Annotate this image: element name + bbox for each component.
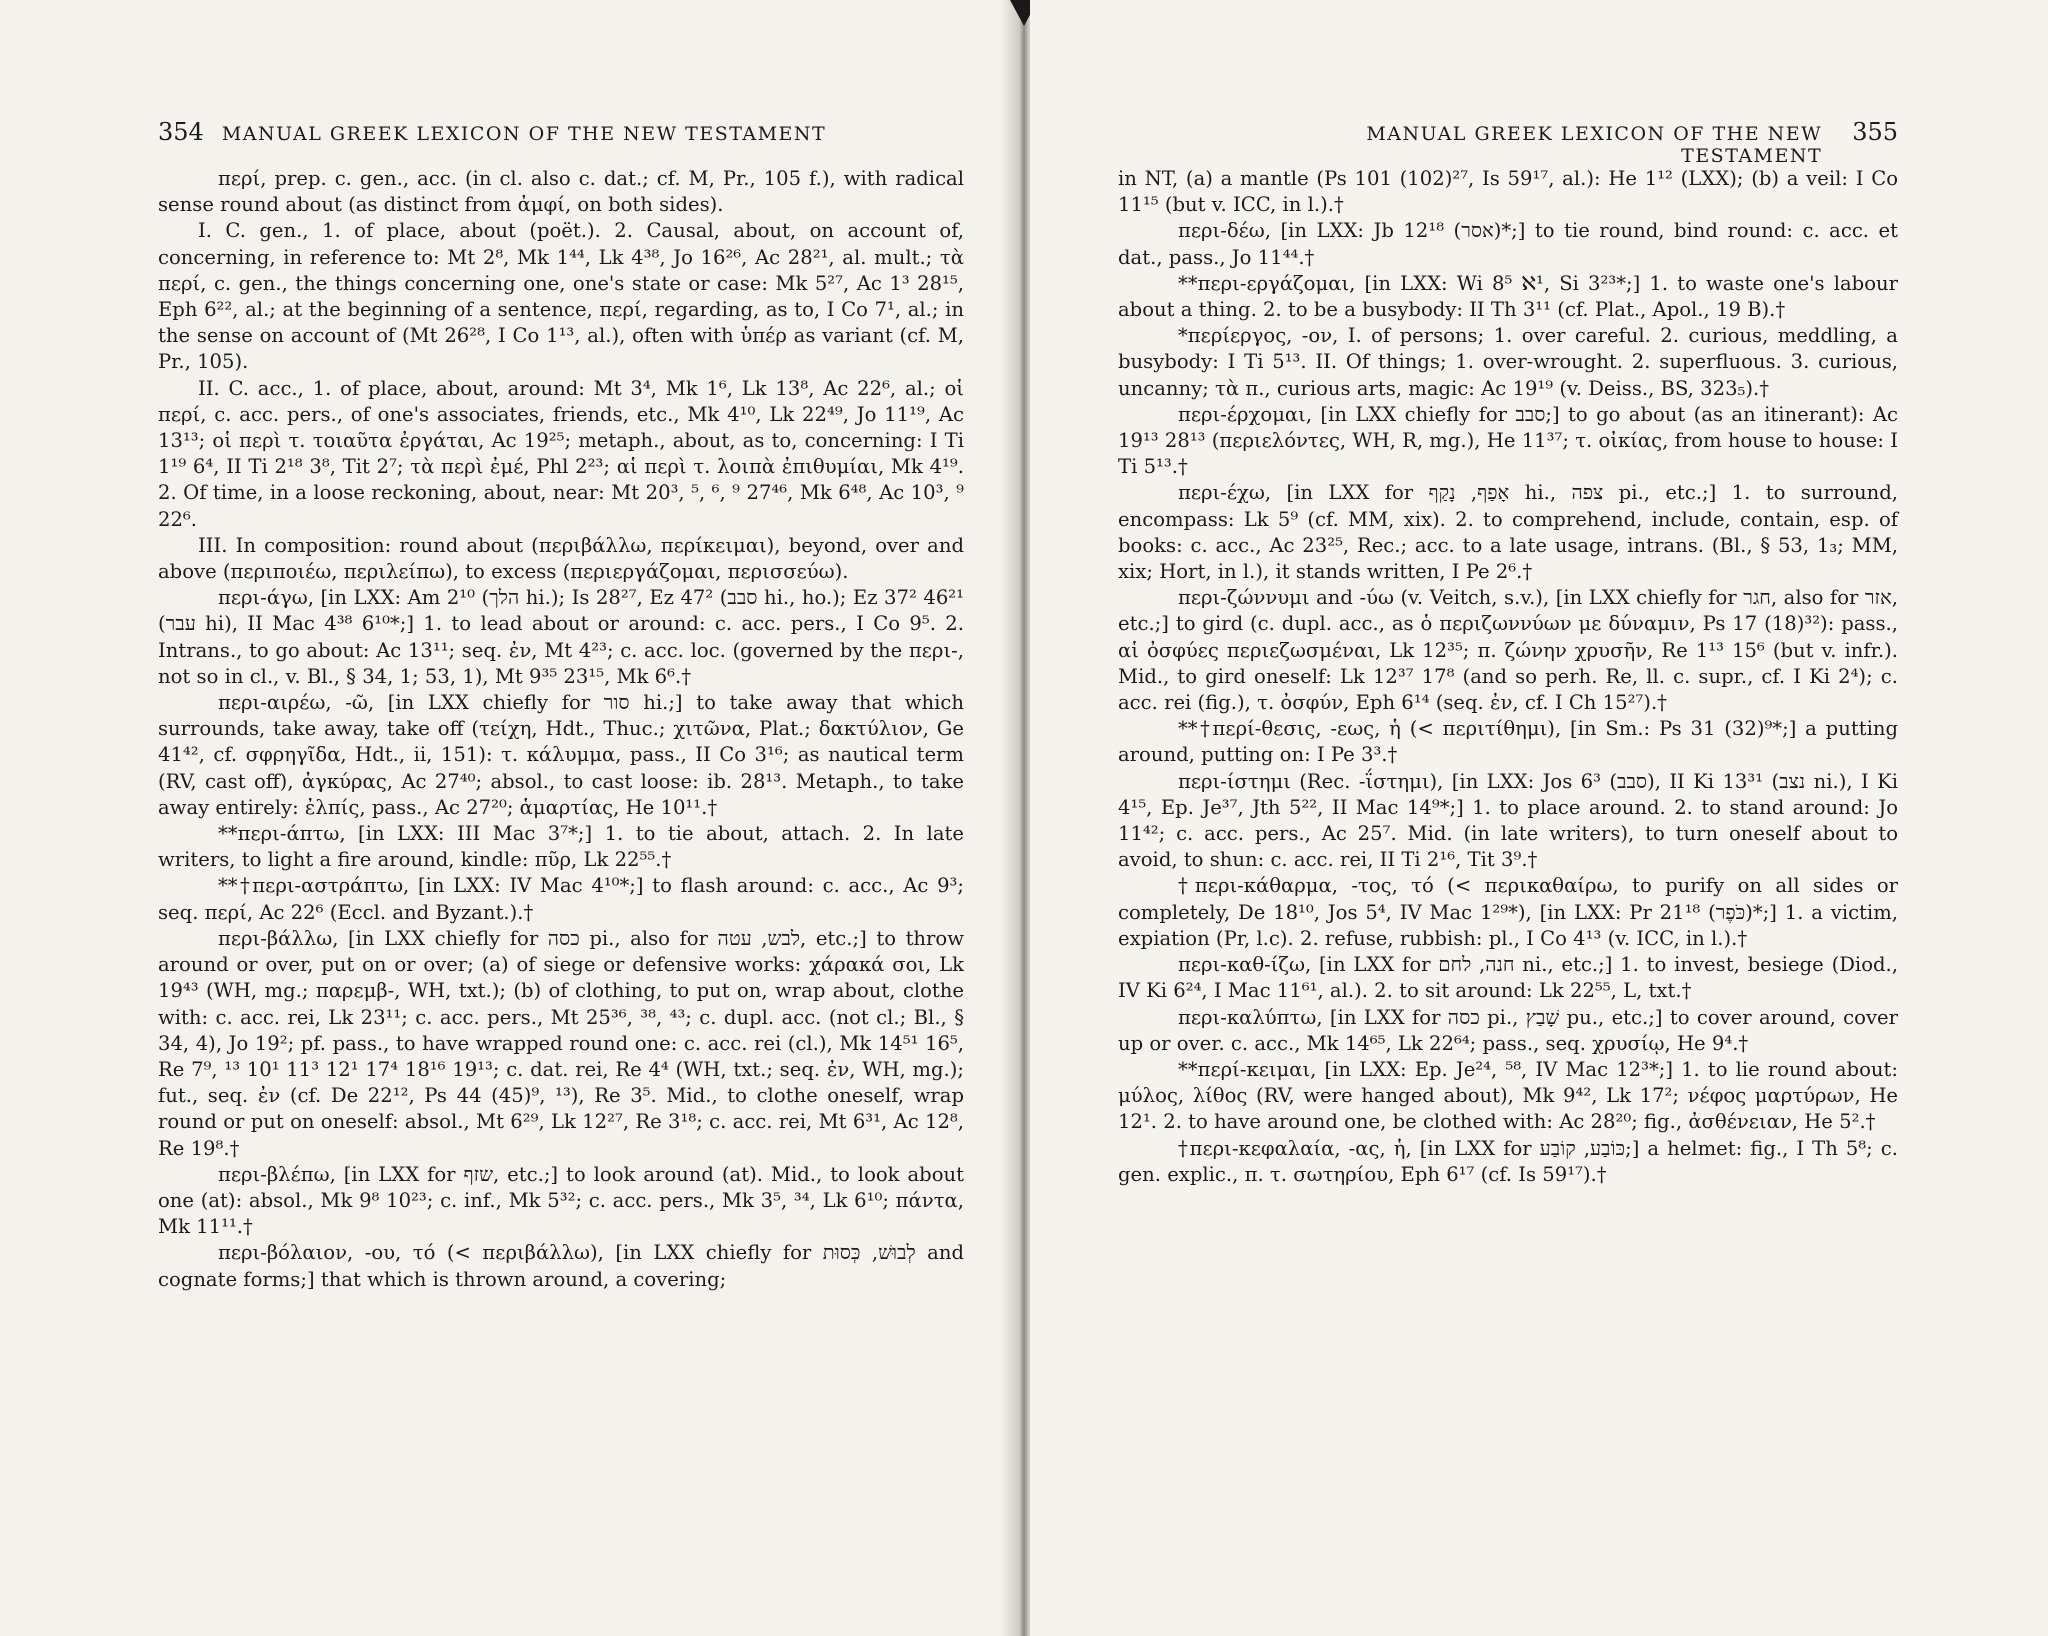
right-page [1030,0,2048,1636]
lexicon-entry: περι-καλύπτω, [in LXX for כסה pi., שָׁבַץ pu., etc.;] to cover around, cover up or over. c. acc., Mk 14⁶⁵, Lk 22⁶⁴; pass., seq. χρυσίῳ, He 9⁴.† [1118,1005,1898,1055]
running-head-title: MANUAL GREEK LEXICON OF THE NEW TESTAMENT [1366,123,1823,167]
lexicon-entry: II. C. acc., 1. of place, about, around: Mt 3⁴, Mk 1⁶, Lk 13⁸, Ac 22⁶, al.; οἱ περί, c. acc. pers., of one's associates, friends, etc., Mk 4¹⁰, Lk 22⁴⁹, Jo 11¹⁹, Ac 13¹³; οἱ περὶ τ. τοιαῦτα ἐργάται, Ac 19²⁵; metaph., about, as to, concerning: I Ti 1¹⁹ 6⁴, II Ti 2¹⁸ 3⁸, Tit 2⁷; τὰ περὶ ἐμέ, Phl 2²³; αἱ περὶ τ. λοιπὰ ἐπιθυμίαι, Mk 4¹⁹. 2. Of time, in a loose reckoning, about, near: Mt 20³, ⁵, ⁶, ⁹ 27⁴⁶, Mk 6⁴⁸, Ac 10³, ⁹ 22⁶. [158,376,964,531]
lexicon-entry: περι-άγω, [in LXX: Am 2¹⁰ (הלך hi.); Is 28²⁷, Ez 47² (סבב hi., ho.); Ez 37² 46²¹ (עבר hi), II Mac 4³⁸ 6¹⁰*;] 1. to lead about or around: c. acc. pers., I Co 9⁵. 2. Intrans., to go about: Ac 13¹¹; seq. ἐν, Mt 4²³; c. acc. loc. (governed by the περι-, not so in cl., v. Bl., § 34, 1; 53, 1), Mt 9³⁵ 23¹⁵, Mk 6⁶.† [158,586,964,688]
left-page [0,0,1018,1636]
lexicon-entry: περι-ίστημι (Rec. -ΐστημι), [in LXX: Jos 6³ (סבב), II Ki 13³¹ (נצב ni.), I Ki 4¹⁵, Ep. Je³⁷, Jth 5²², II Mac 14⁹*;] 1. to place around. 2. to stand around: Jo 11⁴²; c. acc. pers., Ac 25⁷. Mid. (in late writers), to turn oneself about to avoid, to shun: c. acc. rei, II Ti 2¹⁶, Tit 3⁹.† [1118,769,1898,872]
lexicon-entry: *περίεργος, -ον, I. of persons; 1. over careful. 2. curious, meddling, a busybody: I Ti 5¹³. II. Of things; 1. over-wrought. 2. superfluous. 3. curious, uncanny; τὰ π., curious arts, magic: Ac 19¹⁹ (v. Deiss., BS, 323₅).† [1118,324,1898,400]
lexicon-entry: περι-βόλαιον, -ου, τό (< περιβάλλω), [in LXX chiefly for לְבוּשׁ, כְּסוּת and cognate forms;] that which is thrown around, a covering; [158,1241,964,1291]
lexicon-entry: περι-ζώννυμι and -ύω (v. Veitch, s.v.), [in LXX chiefly for חגר, also for אזר, etc.;] to gird (c. dupl. acc., as ὁ περιζωννύων με δύναμιν, Ps 17 (18)³²): pass., αἱ ὀσφύες περιεζωσμέναι, Lk 12³⁵; π. ζώνην χρυσῆν, Re 1¹³ 15⁶ (but v. infr.). Mid., to gird oneself: Lk 12³⁷ 17⁸ (and so perh. Re, ll. c. supr., cf. I Ki 2⁴); c. acc. rei (fig.), τ. ὀσφύν, Eph 6¹⁴ (seq. ἐν, cf. I Ch 15²⁷).† [1118,586,1898,715]
page-number: 355 [1852,118,1898,146]
lexicon-entry: in NT, (a) a mantle (Ps 101 (102)²⁷, Is 59¹⁷, al.): He 1¹² (LXX); (b) a veil: I Co 11¹⁵ (but v. ICC, in l.).† [1118,167,1898,217]
lexicon-entry: I. C. gen., 1. of place, about (poët.). 2. Causal, about, on account of, concerning, in reference to: Mt 2⁸, Mk 1⁴⁴, Lk 4³⁸, Jo 16²⁶, Ac 28²¹, al. mult.; τὰ περί, c. gen., the things concerning one, one's state or case: Mk 5²⁷, Ac 1³ 28¹⁵, Eph 6²², al.; at the beginning of a sentence, περί, regarding, as to, I Co 7¹, al.; in the sense on account of (Mt 26²⁸, I Co 1¹³, al.), often with ὑπέρ as variant (cf. M, Pr., 105). [158,219,964,374]
running-head-title: MANUAL GREEK LEXICON OF THE NEW TESTAMENT [221,123,827,145]
lexicon-entry: **†περι-αστράπτω, [in LXX: IV Mac 4¹⁰*;] to flash around: c. acc., Ac 9³; seq. περί, Ac 22⁶ (Eccl. and Byzant.).† [158,874,964,924]
lexicon-entry: †περι-κάθαρμα, -τος, τό (< περικαθαίρω, to purify on all sides or completely, De 18¹⁰, Jos 5⁴, IV Mac 1²⁹*), [in LXX: Pr 21¹⁸ (כֹּפֶר)*;] 1. a victim, expiation (Pr, l.c). 2. refuse, rubbish: pl., I Co 4¹³ (v. ICC, in l.).† [1118,874,1899,950]
lexicon-entry: περι-βλέπω, [in LXX for שזף, etc.;] to look around (at). Mid., to look about one (at): absol., Mk 9⁸ 10²³; c. inf., Mk 5³²; c. acc. pers., Mk 3⁵, ³⁴, Lk 6¹⁰; πάντα, Mk 11¹¹.† [158,1162,964,1239]
lexicon-entry: περί, prep. c. gen., acc. (in cl. also c. dat.; cf. M, Pr., 105 f.), with radical sense round about (as distinct from ἀμφί, on both sides). [158,167,964,217]
lexicon-entry: περι-βάλλω, [in LXX chiefly for כסה pi., also for לבש, עטה, etc.;] to throw around or over, put on or over; (a) of siege or defensive works: χάρακά σοι, Lk 19⁴³ (WH, mg.; παρεμβ-, WH, txt.); (b) of clothing, to put on, wrap about, clothe with: c. acc. rei, Lk 23¹¹; c. acc. pers., Mt 25³⁶, ³⁸, ⁴³; c. dupl. acc. (not cl.; Bl., § 34, 4), Jo 19²; pf. pass., to have wrapped round one: c. acc. rei (cl.), Mk 14⁵¹ 16⁵, Re 7⁹, ¹³ 10¹ 11³ 12¹ 17⁴ 18¹⁶ 19¹³; c. dat. rei, Re 4⁴ (WH, txt.; seq. ἐν, WH, mg.); fut., seq. ἐν (cf. De 22¹², Ps 44 (45)⁹, ¹³), Re 3⁵. Mid., to clothe oneself, wrap round or put on oneself: absol., Mt 6²⁹, Lk 12²⁷, Re 3¹⁸; c. acc. rei, Mt 6³¹, Ac 12⁸, Re 19⁸.† [158,926,964,1160]
lexicon-entry: †περι-κεφαλαία, -ας, ἡ, [in LXX for כּוֹבַע, קוֹבַע;] a helmet: fig., I Th 5⁸; c. gen. explic., π. τ. σωτηρίου, Eph 6¹⁷ (cf. Is 59¹⁷).† [1118,1136,1899,1186]
lexicon-entry: III. In composition: round about (περιβάλλω, περίκειμαι), beyond, over and above (περιποιέω, περιλείπω), to excess (περιεργάζομαι, περισσεύω). [158,533,964,584]
lexicon-entry: **περι-άπτω, [in LXX: III Mac 3⁷*;] 1. to tie about, attach. 2. In late writers, to light a fire around, kindle: πῦρ, Lk 22⁵⁵.† [158,822,964,872]
lexicon-entry: **περι-εργάζομαι, [in LXX: Wi 8⁵ ℵ¹, Si 3²³*;] 1. to waste one's labour about a thing. 2. to be a busybody: II Th 3¹¹ (cf. Plat., Apol., 19 B).† [1118,271,1898,322]
lexicon-entries [158,166,964,1293]
lexicon-entry: **†περί-θεσις, -εως, ἡ (< περιτίθημι), [in Sm.: Ps 31 (32)⁹*;] a putting around, putting on: I Pe 3³.† [1118,717,1898,767]
lexicon-entries [1118,166,1898,1188]
running-head-left [158,118,964,144]
lexicon-entry: περι-έχω, [in LXX for אָפַף, נָקַף hi., צפה pi., etc.;] 1. to surround, encompass: Lk 5⁹ (cf. MM, xix). 2. to comprehend, include, contain, esp. of books: c. acc., Ac 23²⁵, Rec.; acc. to a late usage, intrans. (Bl., § 53, 1₃; MM, xix; Hort, in l.), it stands written, I Pe 2⁶.† [1118,481,1899,584]
lexicon-entry: περι-έρχομαι, [in LXX chiefly for סבב;] to go about (as an itinerant): Ac 19¹³ 28¹³ (περιελόντες, WH, R, mg.), He 11³⁷; τ. οἰκίας, from house to house: I Ti 5¹³.† [1118,402,1898,479]
running-head-right [1118,118,1898,167]
page-number: 354 [158,118,204,146]
lexicon-entry: **περί-κειμαι, [in LXX: Ep. Je²⁴, ⁵⁸, IV Mac 12³*;] 1. to lie round about: μύλος, λίθος (RV, were hanged about), Mk 9⁴², Lk 17²; νέφος μαρτύρων, He 12¹. 2. to have around one, be clothed with: Ac 28²⁰; fig., ἀσθένειαν, He 5².† [1118,1057,1898,1134]
lexicon-entry: περι-δέω, [in LXX: Jb 12¹⁸ (אסר)*;] to tie round, bind round: c. acc. et dat., pass., Jo 11⁴⁴.† [1118,219,1898,269]
lexicon-entry: περι-καθ-ίζω, [in LXX for חנה, לחם ni., etc.;] 1. to invest, besiege (Diod., IV Ki 6²⁴, I Mac 11⁶¹, al.). 2. to sit around: Lk 22⁵⁵, L, txt.† [1118,953,1898,1003]
lexicon-entry: περι-αιρέω, -ῶ, [in LXX chiefly for סור hi.;] to take away that which surrounds, take away, take off (τείχη, Hdt., Thuc.; χιτῶνα, Plat.; δακτύλιον, Ge 41⁴², cf. σφρηγῖδα, Hdt., ii, 151): τ. κάλυμμα, pass., II Co 3¹⁶; as nautical term (RV, cast off), ἀγκύρας, Ac 27⁴⁰; absol., to cast loose: ib. 28¹³. Metaph., to take away entirely: ἐλπίς, pass., Ac 27²⁰; ἁμαρτίας, He 10¹¹.† [158,691,964,819]
